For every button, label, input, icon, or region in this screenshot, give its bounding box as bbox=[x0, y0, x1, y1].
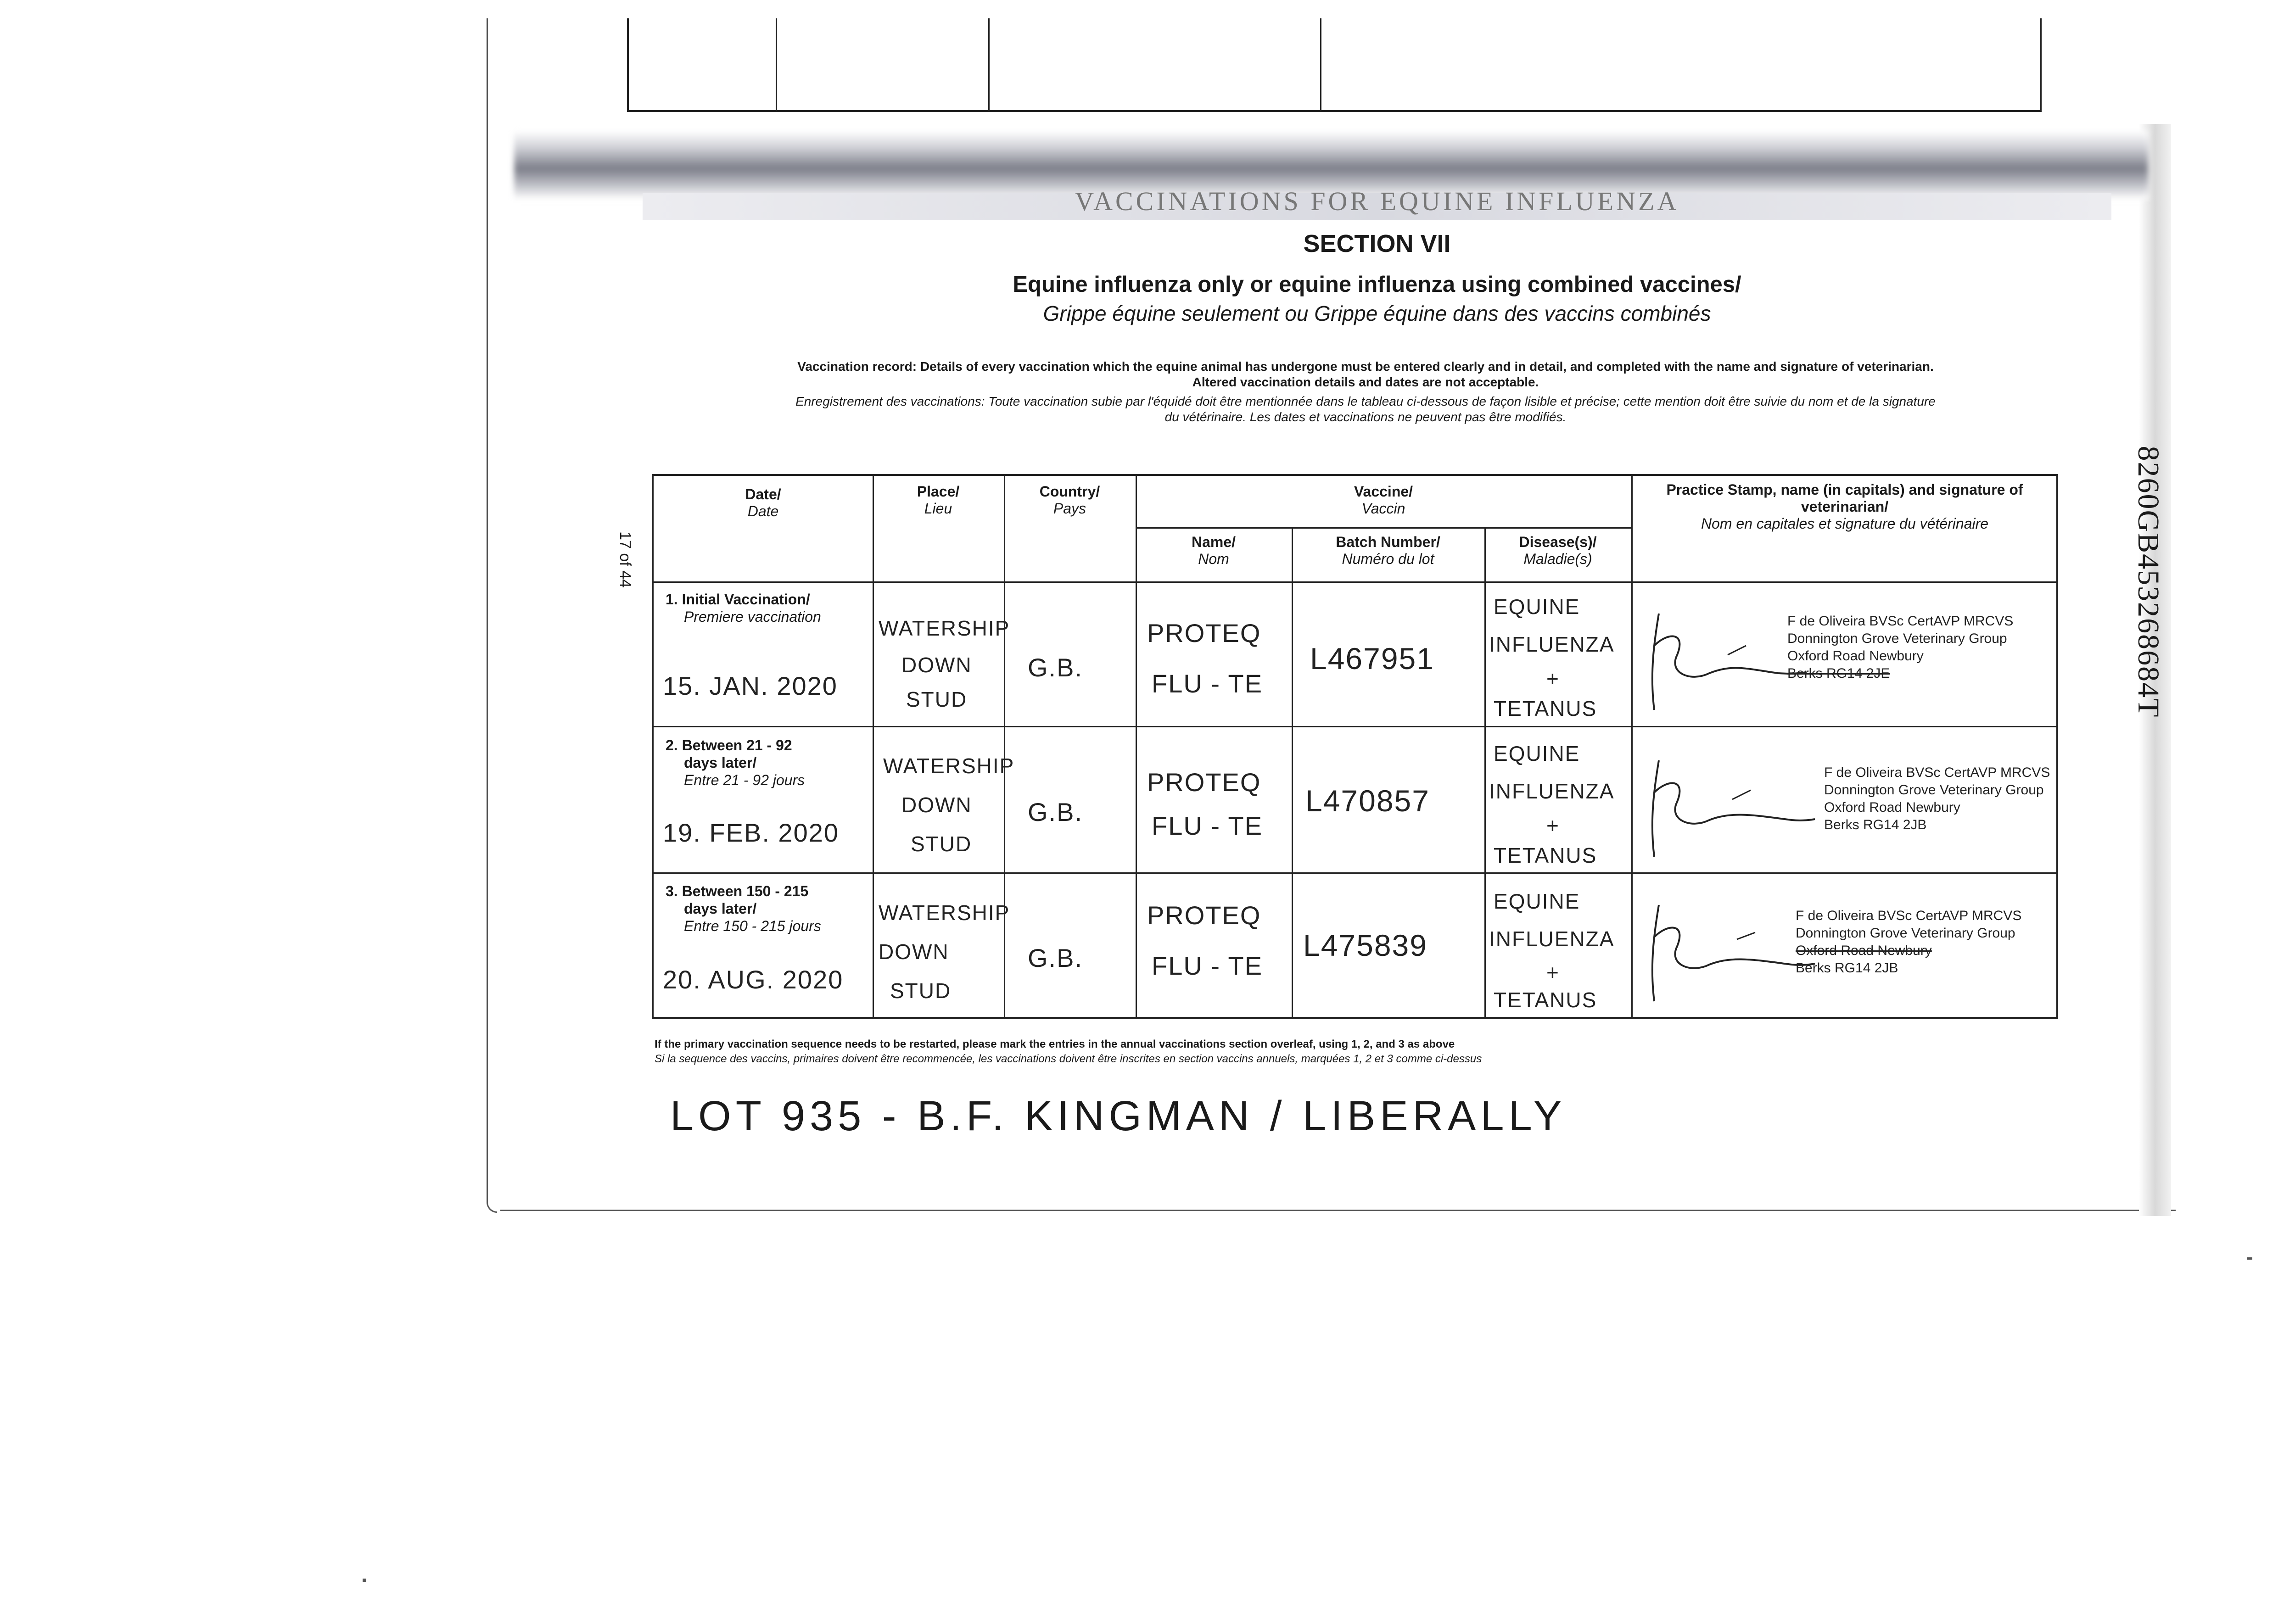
row-2-disease-1: EQUINE bbox=[1494, 742, 1580, 765]
row-2-disease-2: INFLUENZA bbox=[1489, 779, 1615, 803]
row-3-stamp-line-4: Berks RG14 2JB bbox=[1796, 960, 1898, 976]
row-2-place-3: STUD bbox=[911, 832, 972, 856]
row-1-disease-4: TETANUS bbox=[1494, 697, 1597, 720]
row-1-stamp-line-3: Oxford Road Newbury bbox=[1787, 648, 1924, 664]
header-name bbox=[1136, 534, 1292, 568]
row-2-country: G.B. bbox=[1028, 798, 1083, 826]
row-1-date: 15. JAN. 2020 bbox=[663, 671, 838, 700]
col-divider-date bbox=[873, 476, 874, 1017]
title-french: Grippe équine seulement ou Grippe équine dans des vaccins combinés bbox=[1043, 301, 1711, 325]
prev-col-1 bbox=[629, 18, 777, 110]
header-disease-en: Disease(s)/ bbox=[1519, 534, 1597, 550]
row-3-batch: L475839 bbox=[1303, 928, 1427, 962]
row-1-name-1: PROTEQ bbox=[1147, 619, 1261, 647]
vaccination-table bbox=[652, 474, 2058, 1019]
row-3-place-3: STUD bbox=[890, 979, 952, 1003]
row-1-label-en: 1. Initial Vaccination/ bbox=[666, 591, 810, 608]
row-2-place-1: WATERSHIP bbox=[883, 754, 1015, 778]
row-3-place-1: WATERSHIP bbox=[879, 901, 1010, 925]
row-2-name-2: FLU - TE bbox=[1152, 811, 1263, 840]
header-name-en: Name/ bbox=[1191, 534, 1236, 550]
row-1-bottom-line bbox=[654, 726, 2058, 727]
header-bottom-line bbox=[654, 581, 2058, 583]
header-place-en: Place/ bbox=[917, 483, 960, 500]
header-name-fr: Nom bbox=[1198, 551, 1229, 567]
row-1-disease-1: EQUINE bbox=[1494, 595, 1580, 619]
prev-col-2 bbox=[777, 18, 990, 110]
header-stamp-en-2: veterinarian/ bbox=[1801, 498, 1889, 515]
row-3-stamp bbox=[1796, 907, 2021, 977]
note-english-line-2: Altered vaccination details and dates are not acceptable. bbox=[1192, 375, 1539, 389]
row-2-date: 19. FEB. 2020 bbox=[663, 818, 840, 847]
row-1-stamp-line-2: Donnington Grove Veterinary Group bbox=[1787, 631, 2007, 646]
row-3-label-en-2: days later/ bbox=[684, 900, 757, 917]
header-stamp bbox=[1631, 481, 2058, 532]
row-3-label-fr: Entre 150 - 215 jours bbox=[684, 918, 821, 934]
row-1-place-3: STUD bbox=[906, 687, 968, 711]
banner-title: VACCINATIONS FOR EQUINE INFLUENZA bbox=[1075, 186, 1679, 216]
row-2-signature bbox=[1640, 751, 1815, 861]
row-3-country: G.B. bbox=[1028, 943, 1083, 972]
row-1-stamp-line-1: F de Oliveira BVSc CertAVP MRCVS bbox=[1787, 614, 2014, 629]
header-place-fr: Lieu bbox=[924, 500, 952, 517]
row-2-batch: L470857 bbox=[1305, 784, 1430, 818]
row-3-place-2: DOWN bbox=[879, 940, 949, 964]
row-3-disease-3: + bbox=[1546, 960, 1560, 984]
row-3-disease-4: TETANUS bbox=[1494, 988, 1597, 1012]
row-2-place-2: DOWN bbox=[901, 793, 972, 817]
passport-code: 8260GB453268684T bbox=[2132, 446, 2165, 718]
header-disease bbox=[1484, 534, 1631, 568]
row-3-stamp-line-2: Donnington Grove Veterinary Group bbox=[1796, 926, 2015, 941]
row-1-country: G.B. bbox=[1028, 653, 1083, 682]
footnote-english: If the primary vaccination sequence needs to be restarted, please mark the entries in the annual vaccinations section overleaf, using 1, 2, and 3 as above bbox=[655, 1038, 1455, 1050]
row-1-disease-3: + bbox=[1546, 667, 1560, 691]
row-1-stamp bbox=[1787, 613, 2013, 682]
row-1-place-1: WATERSHIP bbox=[879, 616, 1010, 640]
row-2-label-en-2: days later/ bbox=[684, 754, 757, 771]
note-french bbox=[652, 394, 2079, 425]
row-1-stamp-line-4: Berks RG14 2JE bbox=[1787, 666, 1890, 681]
header-batch bbox=[1292, 534, 1484, 568]
header-vaccine-en: Vaccine/ bbox=[1354, 483, 1413, 500]
row-1-disease-2: INFLUENZA bbox=[1489, 632, 1615, 656]
row-2-label-en-1: 2. Between 21 - 92 bbox=[666, 737, 792, 753]
note-french-line-1: Enregistrement des vaccinations: Toute vaccination subie par l'équidé doit être mentionnée dans le tableau ci-dessous de façon lisible et précise; cette mention doit être suivie du nom et de la signature bbox=[795, 394, 1936, 408]
header-vaccine-fr: Vaccin bbox=[1361, 500, 1405, 517]
prev-col-4 bbox=[1321, 18, 2038, 110]
header-stamp-fr: Nom en capitales et signature du vétérinaire bbox=[1701, 515, 1989, 532]
row-1-place-2: DOWN bbox=[901, 653, 972, 677]
note-french-line-2: du vétérinaire. Les dates et vaccinations ne peuvent pas être modifiés. bbox=[1164, 410, 1567, 424]
row-2-disease-3: + bbox=[1546, 814, 1560, 837]
row-3-disease-1: EQUINE bbox=[1494, 889, 1580, 913]
col-divider-batch bbox=[1484, 527, 1486, 1017]
row-2-stamp-line-2: Donnington Grove Veterinary Group bbox=[1824, 782, 2044, 798]
header-batch-fr: Numéro du lot bbox=[1342, 551, 1434, 567]
row-3-name-2: FLU - TE bbox=[1152, 951, 1263, 980]
header-date-en: Date/ bbox=[745, 486, 781, 502]
row-1-name-2: FLU - TE bbox=[1152, 669, 1263, 698]
row-2-label-fr: Entre 21 - 92 jours bbox=[684, 772, 805, 788]
header-batch-en: Batch Number/ bbox=[1336, 534, 1440, 550]
title-english: Equine influenza only or equine influenza using combined vaccines/ bbox=[1013, 272, 1741, 297]
col-divider-place bbox=[1004, 476, 1005, 1017]
row-1-batch: L467951 bbox=[1310, 642, 1434, 675]
row-3-name-1: PROTEQ bbox=[1147, 901, 1261, 930]
row-3-stamp-line-3: Oxford Road Newbury bbox=[1796, 943, 1932, 958]
row-2-disease-4: TETANUS bbox=[1494, 843, 1597, 867]
col-divider-disease bbox=[1631, 476, 1633, 1017]
row-2-stamp bbox=[1824, 764, 2050, 834]
lot-handwritten-note: LOT 935 - B.F. KINGMAN / LIBERALLY bbox=[670, 1093, 1567, 1139]
row-2-stamp-line-4: Berks RG14 2JB bbox=[1824, 817, 1927, 832]
row-2-bottom-line bbox=[654, 872, 2058, 874]
note-english bbox=[652, 359, 2079, 390]
row-1-label bbox=[666, 591, 821, 625]
header-vaccine bbox=[1136, 483, 1631, 517]
section-title: SECTION VII bbox=[1303, 230, 1451, 257]
row-3-date: 20. AUG. 2020 bbox=[663, 965, 844, 994]
note-english-line-1: Vaccination record: Details of every vaccination which the equine animal has undergone must be entered clearly and in detail, and completed with the name and signature of veterinarian. bbox=[797, 359, 1934, 374]
header-place bbox=[873, 483, 1004, 517]
header-date-fr: Date bbox=[747, 503, 779, 519]
col-divider-name bbox=[1292, 527, 1293, 1017]
header-country bbox=[1004, 483, 1136, 517]
vaccine-subheader-line bbox=[1136, 527, 1631, 529]
header-country-fr: Pays bbox=[1053, 500, 1086, 517]
header-disease-fr: Maladie(s) bbox=[1523, 551, 1592, 567]
row-2-name-1: PROTEQ bbox=[1147, 768, 1261, 797]
scan-speck-bottom bbox=[363, 1579, 366, 1582]
row-2-stamp-line-1: F de Oliveira BVSc CertAVP MRCVS bbox=[1824, 765, 2050, 780]
row-2-stamp-line-3: Oxford Road Newbury bbox=[1824, 800, 1960, 815]
row-1-signature bbox=[1640, 604, 1806, 714]
row-2-label bbox=[666, 737, 805, 789]
header-country-en: Country/ bbox=[1039, 483, 1100, 500]
row-3-label bbox=[666, 882, 821, 935]
row-3-disease-2: INFLUENZA bbox=[1489, 927, 1615, 951]
page-bottom-edge bbox=[500, 1210, 2176, 1216]
header-date bbox=[654, 486, 873, 520]
footnote-french: Si la sequence des vaccins, primaires doivent être recommencée, les vaccinations doivent être inscrites en section vaccins annuels, marquées 1, 2 et 3 comme ci-dessus bbox=[655, 1053, 1482, 1065]
page-left-edge bbox=[487, 18, 497, 1213]
prev-col-3 bbox=[990, 18, 1321, 110]
row-3-stamp-line-1: F de Oliveira BVSc CertAVP MRCVS bbox=[1796, 908, 2022, 923]
header-stamp-en-1: Practice Stamp, name (in capitals) and signature of bbox=[1666, 481, 2023, 498]
row-1-label-fr: Premiere vaccination bbox=[684, 608, 821, 625]
row-3-label-en-1: 3. Between 150 - 215 bbox=[666, 883, 809, 899]
page-number: 17 of 44 bbox=[616, 531, 634, 588]
scan-speck-right bbox=[2247, 1257, 2252, 1260]
previous-page-table-edge bbox=[627, 18, 2042, 112]
row-3-signature bbox=[1640, 896, 1815, 1006]
